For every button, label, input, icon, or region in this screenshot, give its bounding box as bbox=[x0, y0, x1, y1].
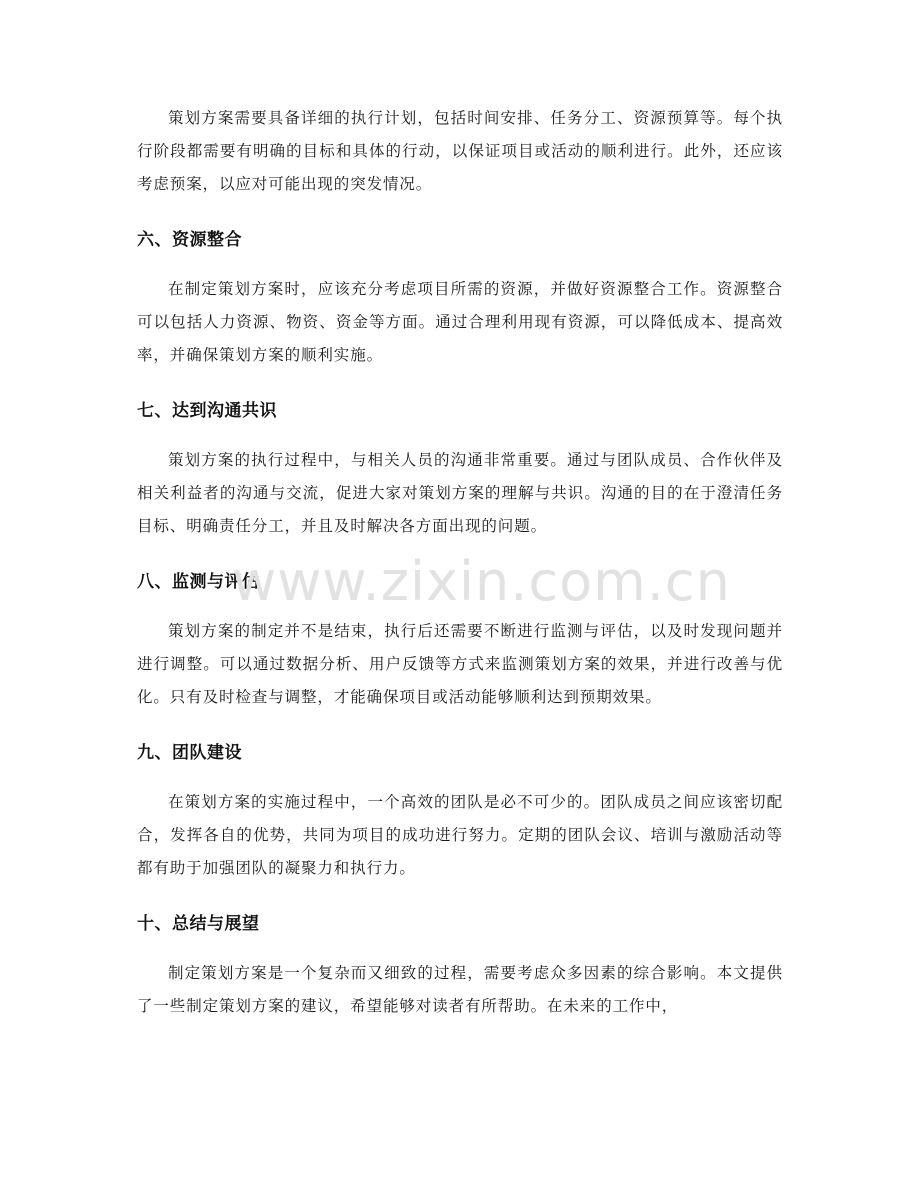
paragraph-resource-integration: 在制定策划方案时，应该充分考虑项目所需的资源，并做好资源整合工作。资源整合可以包括人力资源、物资、资金等方面。通过合理利用现有资源，可以降低成本、提高效率，并确保策划方案的顺利实施。 bbox=[137, 280, 783, 364]
paragraph-monitoring-evaluation: 策划方案的制定并不是结束，执行后还需要不断进行监测与评估，以及时发现问题并进行调整。可以通过数据分析、用户反馈等方式来监测策划方案的效果，并进行改善与优化。只有及时检查与调整，才能确保项目或活动能够顺利达到预期效果。 bbox=[137, 622, 783, 706]
document-page bbox=[137, 102, 783, 1023]
spacer bbox=[137, 714, 783, 739]
heading-team-building: 九、团队建设 bbox=[137, 743, 242, 763]
spacer bbox=[137, 254, 783, 273]
spacer bbox=[137, 938, 783, 957]
spacer bbox=[137, 767, 783, 786]
spacer bbox=[137, 543, 783, 568]
spacer bbox=[137, 885, 783, 910]
watermark: www.zixin.com.cn bbox=[232, 550, 731, 613]
spacer bbox=[137, 596, 783, 615]
paragraph-summary-outlook: 制定策划方案是一个复杂而又细致的过程，需要考虑众多因素的综合影响。本文提供了一些制定策划方案的建议，希望能够对读者有所帮助。在未来的工作中， bbox=[137, 964, 783, 1015]
heading-resource-integration: 六、资源整合 bbox=[137, 230, 242, 250]
paragraph-team-building: 在策划方案的实施过程中，一个高效的团队是必不可少的。团队成员之间应该密切配合，发挥各自的优势，共同为项目的成功进行努力。定期的团队会议、培训与激励活动等都有助于加强团队的凝聚力和执行力。 bbox=[137, 793, 783, 877]
heading-monitoring-evaluation: 八、监测与评估 bbox=[137, 572, 260, 592]
spacer bbox=[137, 372, 783, 397]
paragraph-communication-consensus: 策划方案的执行过程中，与相关人员的沟通非常重要。通过与团队成员、合作伙伴及相关利益者的沟通与交流，促进大家对策划方案的理解与共识。沟通的目的在于澄清任务目标、明确责任分工，并且及时解决各方面出现的问题。 bbox=[137, 451, 783, 535]
spacer bbox=[137, 201, 783, 226]
heading-communication-consensus: 七、达到沟通共识 bbox=[137, 401, 277, 421]
paragraph-execution-plan: 策划方案需要具备详细的执行计划，包括时间安排、任务分工、资源预算等。每个执行阶段都需要有明确的目标和具体的行动，以保证项目或活动的顺利进行。此外，还应该考虑预案，以应对可能出现的突发情况。 bbox=[137, 109, 783, 193]
heading-summary-outlook: 十、总结与展望 bbox=[137, 914, 260, 934]
spacer bbox=[137, 425, 783, 444]
